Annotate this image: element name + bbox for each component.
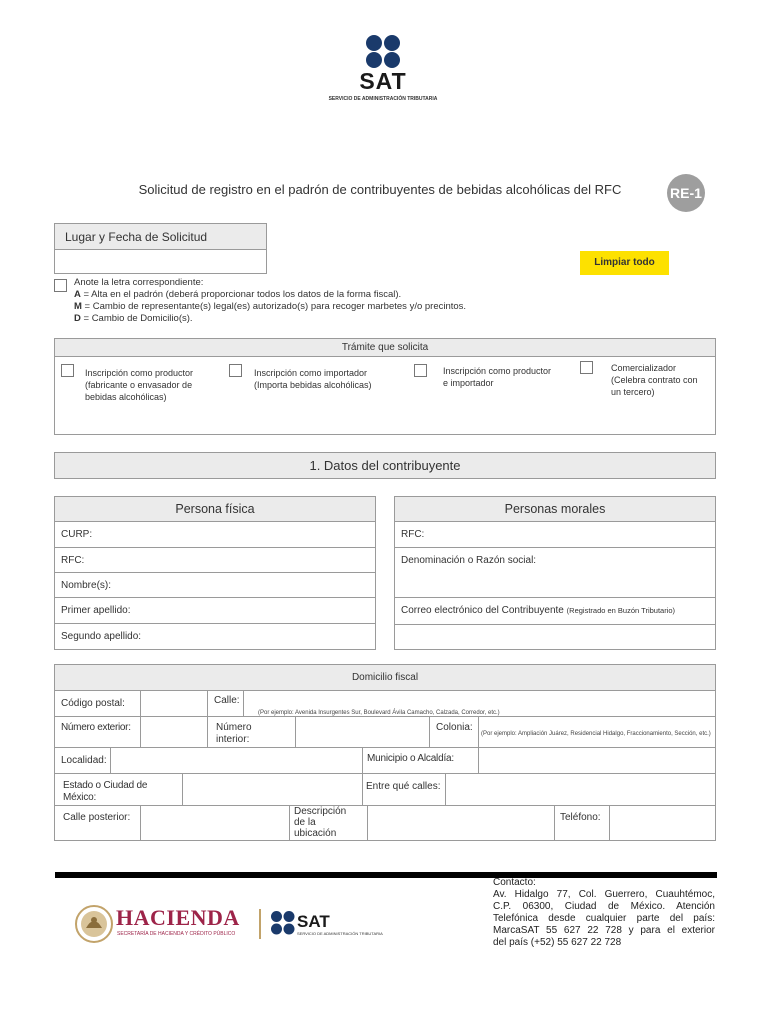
contact-line: MarcaSAT 55 627 22 728 y para el exterior bbox=[493, 925, 715, 936]
sat-logo bbox=[318, 34, 448, 106]
tramite-comercializador-checkbox[interactable] bbox=[580, 361, 593, 374]
numero-interior-label: Número interior: bbox=[216, 722, 252, 745]
form-title: Solicitud de registro en el padrón de contribuyentes de bebidas alcohólicas del RFC bbox=[138, 182, 622, 197]
contact-line: del país (+52) 55 627 22 728 bbox=[493, 937, 622, 948]
instruction-letter: M bbox=[74, 301, 82, 312]
correo-label-row bbox=[394, 597, 716, 625]
contact-title: Contacto: bbox=[493, 877, 536, 888]
numero-interior-label-cell bbox=[207, 716, 296, 748]
footer-sat-dots-icon bbox=[270, 910, 296, 936]
contact-line: C.P. 06300, Ciudad de México. Atención bbox=[493, 901, 715, 912]
entre-calles-input[interactable] bbox=[445, 773, 716, 806]
primer-apellido-field[interactable] bbox=[54, 597, 376, 624]
codigo-postal-label-cell bbox=[54, 690, 141, 717]
calle-hint: (Por ejemplo: Avenida Insurgentes Sur, Boulevard Ávila Camacho, Calzada, Corredor, etc.) bbox=[258, 710, 500, 716]
numero-interior-input[interactable] bbox=[295, 716, 430, 748]
contact-line: Av. Hidalgo 77, Col. Guerrero, Cuauhtémoc, bbox=[493, 889, 715, 900]
numero-exterior-label: Número exterior: bbox=[61, 722, 131, 733]
instruction-letter: A bbox=[74, 289, 81, 300]
hacienda-subtitle: SECRETARÍA DE HACIENDA Y CRÉDITO PÚBLICO bbox=[117, 931, 236, 937]
telefono-label-cell bbox=[554, 805, 610, 841]
persona-fisica-title: Persona física bbox=[175, 502, 255, 516]
estado-label-cell bbox=[54, 773, 183, 806]
estado-input[interactable] bbox=[182, 773, 363, 806]
tramite-header bbox=[54, 338, 716, 357]
rfc-moral-label: RFC: bbox=[401, 529, 425, 540]
municipio-label: Municipio o Alcaldía: bbox=[367, 753, 454, 764]
lugar-fecha-header bbox=[54, 223, 267, 250]
telefono-input[interactable] bbox=[609, 805, 716, 841]
footer-sat-subtitle: SERVICIO DE ADMINISTRACIÓN TRIBUTARIA bbox=[297, 931, 383, 936]
localidad-input[interactable] bbox=[110, 747, 363, 774]
calle-label: Calle: bbox=[214, 695, 240, 706]
tramite-productor-label: Inscripción como productor (fabricante o envasador de bebidas alcohólicas) bbox=[85, 368, 194, 402]
colonia-input[interactable] bbox=[478, 716, 716, 748]
contact-block bbox=[493, 877, 715, 949]
persona-fisica-header bbox=[54, 496, 376, 522]
tramite-importador-checkbox[interactable] bbox=[229, 364, 242, 377]
contact-line: Telefónica desde cualquier parte del país: bbox=[493, 913, 715, 924]
instruction-text: = Cambio de Domicilio(s). bbox=[80, 313, 193, 324]
tramite-productor-importador-label: Inscripción como productor e importador bbox=[443, 366, 552, 388]
correo-label: Correo electrónico del Contribuyente bbox=[401, 605, 564, 616]
codigo-postal-input[interactable] bbox=[140, 690, 208, 717]
footer-sat-logo bbox=[270, 910, 390, 940]
domicilio-header bbox=[54, 664, 716, 691]
limpiar-todo-button[interactable] bbox=[580, 251, 669, 275]
localidad-label-cell bbox=[54, 747, 111, 774]
descripcion-input[interactable] bbox=[367, 805, 555, 841]
sat-logo-text: SAT bbox=[359, 68, 407, 94]
personas-morales-header bbox=[394, 496, 716, 522]
lugar-fecha-label: Lugar y Fecha de Solicitud bbox=[65, 230, 208, 244]
tramite-comercializador-label: Comercializador (Celebra contrato con un tercero) bbox=[611, 363, 698, 397]
nombre-label: Nombre(s): bbox=[61, 580, 112, 591]
instruction-text: = Cambio de representante(s) legal(es) autorizado(s) para recoger marbetes y/o precintos. bbox=[81, 301, 467, 312]
segundo-apellido-field[interactable] bbox=[54, 623, 376, 650]
footer-logo-divider bbox=[259, 909, 261, 939]
tramite-productor-checkbox[interactable] bbox=[61, 364, 74, 377]
limpiar-todo-label: Limpiar todo bbox=[594, 257, 655, 268]
personas-morales-title: Personas morales bbox=[504, 502, 606, 516]
descripcion-label-cell bbox=[289, 805, 368, 841]
calle-label-cell bbox=[207, 690, 244, 717]
form-code: RE-1 bbox=[670, 185, 702, 201]
telefono-label: Teléfono: bbox=[560, 812, 601, 823]
colonia-label-cell bbox=[429, 716, 479, 748]
segundo-apellido-label: Segundo apellido: bbox=[61, 631, 142, 642]
calle-posterior-input[interactable] bbox=[140, 805, 290, 841]
primer-apellido-label: Primer apellido: bbox=[61, 605, 131, 616]
section1-header bbox=[54, 452, 716, 479]
denominacion-label: Denominación o Razón social: bbox=[401, 555, 537, 566]
correo-note: (Registrado en Buzón Tributario) bbox=[566, 606, 676, 615]
rfc-moral-field[interactable] bbox=[394, 521, 716, 548]
instruction-m bbox=[74, 301, 466, 313]
nombre-field[interactable] bbox=[54, 572, 376, 598]
correo-input[interactable] bbox=[394, 624, 716, 650]
instructions bbox=[74, 277, 466, 325]
domicilio-title: Domicilio fiscal bbox=[351, 672, 419, 683]
instruction-letter: D bbox=[74, 313, 81, 324]
numero-exterior-input[interactable] bbox=[140, 716, 208, 748]
curp-label: CURP: bbox=[61, 529, 93, 540]
escudo-nacional-icon bbox=[74, 904, 114, 944]
colonia-hint: (Por ejemplo: Ampliación Juárez, Residencial Hidalgo, Fraccionamiento, Sección, etc.) bbox=[481, 731, 711, 737]
lugar-fecha-input[interactable] bbox=[54, 249, 267, 274]
estado-label: Estado o Ciudad de México: bbox=[63, 780, 148, 803]
instructions-title: Anote la letra correspondiente: bbox=[74, 277, 204, 288]
tramite-title: Trámite que solicita bbox=[341, 342, 429, 353]
curp-field[interactable] bbox=[54, 521, 376, 548]
codigo-postal-label: Código postal: bbox=[61, 698, 125, 709]
footer-sat-text: SAT bbox=[297, 912, 330, 931]
rfc-fisica-field[interactable] bbox=[54, 547, 376, 573]
numero-exterior-label-cell bbox=[54, 716, 141, 748]
letra-checkbox[interactable] bbox=[54, 279, 67, 292]
section1-title: 1. Datos del contribuyente bbox=[309, 458, 461, 473]
instruction-d bbox=[74, 313, 466, 325]
rfc-fisica-label: RFC: bbox=[61, 555, 85, 566]
tramite-productor-importador-checkbox[interactable] bbox=[414, 364, 427, 377]
localidad-label: Localidad: bbox=[61, 755, 107, 766]
municipio-input[interactable] bbox=[478, 747, 716, 774]
calle-input[interactable] bbox=[243, 690, 716, 717]
calle-posterior-label: Calle posterior: bbox=[63, 812, 131, 823]
municipio-label-cell bbox=[362, 747, 479, 774]
descripcion-label: Descripción de la ubicación bbox=[294, 806, 347, 839]
form-code-badge bbox=[667, 174, 705, 212]
calle-posterior-label-cell bbox=[54, 805, 141, 841]
instruction-text: = Alta en el padrón (deberá proporcionar todos los datos de la forma fiscal). bbox=[80, 289, 402, 300]
instruction-a bbox=[74, 289, 466, 301]
tramite-importador-label: Inscripción como importador (Importa bebidas alcohólicas) bbox=[254, 368, 372, 390]
hacienda-text: HACIENDA bbox=[116, 905, 240, 930]
hacienda-logo bbox=[74, 902, 254, 946]
entre-calles-label-cell bbox=[362, 773, 446, 806]
colonia-label: Colonia: bbox=[436, 722, 473, 733]
denominacion-field[interactable] bbox=[394, 547, 716, 598]
entre-calles-label: Entre qué calles: bbox=[366, 781, 441, 792]
sat-logo-subtitle: SERVICIO DE ADMINISTRACIÓN TRIBUTARIA bbox=[328, 96, 438, 102]
